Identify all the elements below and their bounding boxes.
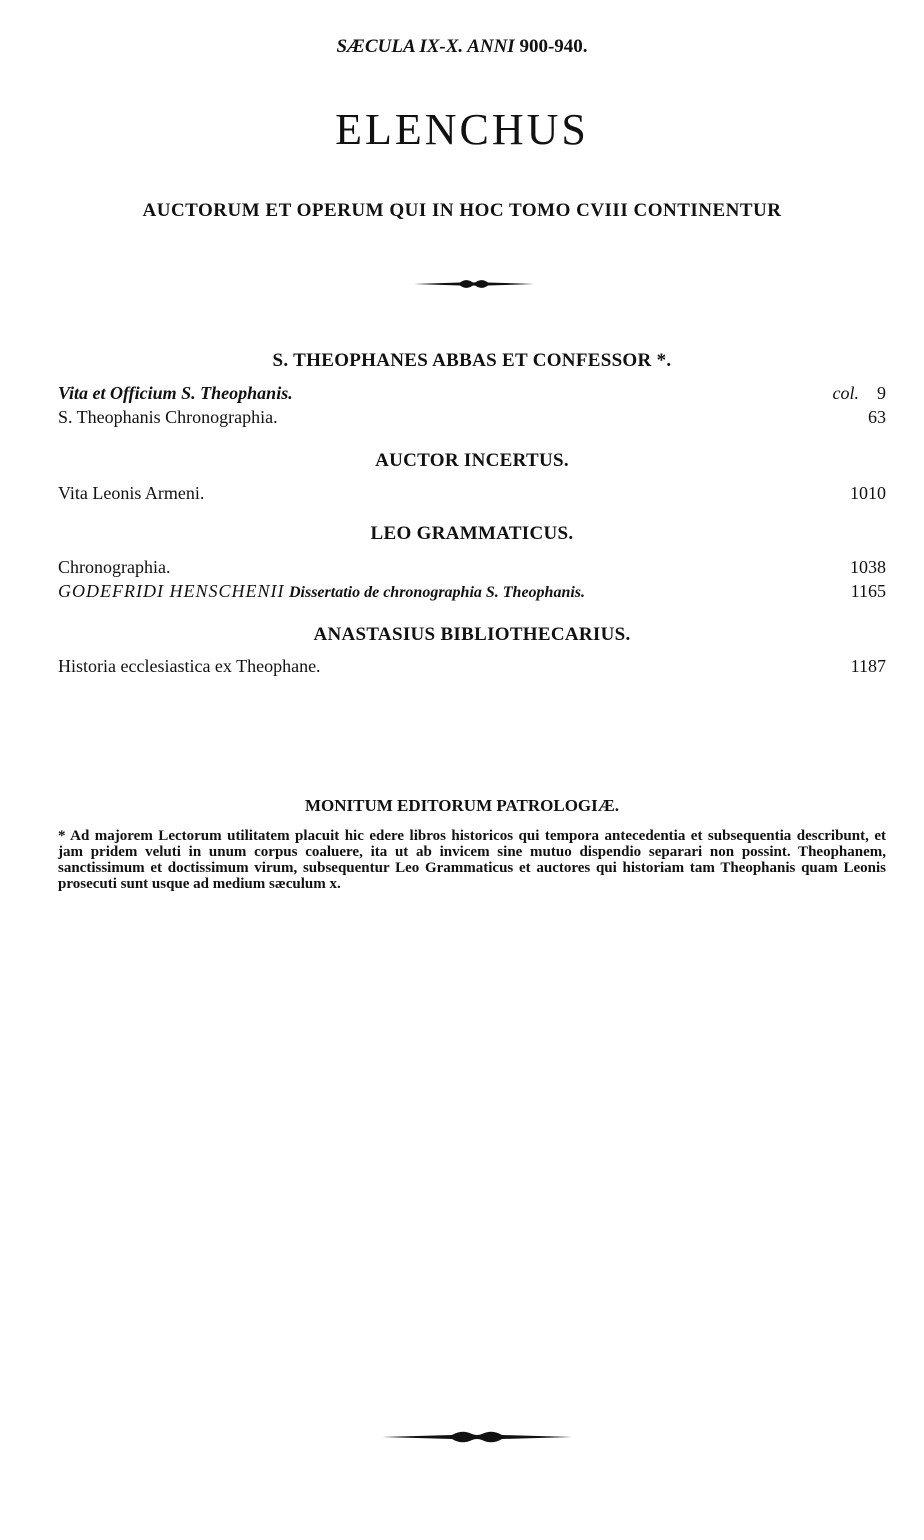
entry-column (833, 381, 887, 405)
toc-entry (58, 555, 886, 579)
page-title: ELENCHUS (335, 105, 589, 154)
section-heading-auctor-incertus: AUCTOR INCERTUS. (375, 450, 569, 471)
entry-work: Dissertatio de chronographia S. Theophanis. (288, 584, 586, 601)
entry-number: 1165 (850, 581, 886, 601)
toc-entry (58, 654, 886, 678)
entry-number: 1187 (850, 656, 886, 676)
entry-title (58, 579, 585, 605)
entry-title: Vita et Officium S. Theophanis. (58, 383, 293, 403)
running-head-label: SÆCULA IX-X. ANNI (336, 36, 515, 57)
entry-number: 1010 (850, 483, 886, 503)
toc-entry (58, 405, 886, 429)
page-subtitle: AUCTORUM ET OPERUM QUI IN HOC TOMO CVIII CONTINENTUR (142, 200, 782, 221)
section-heading-theophanes: S. THEOPHANES ABBAS ET CONFESSOR *. (272, 350, 672, 371)
toc-entry (58, 579, 886, 603)
section-heading-leo-grammaticus: LEO GRAMMATICUS. (370, 523, 574, 544)
toc-entry (58, 381, 886, 405)
monitum-text: * Ad majorem Lectorum utilitatem placuit hic edere libros historicos qui tempora antecedentia et subsequentia describunt, et jam pridem veluti in unum corpus coaluere, ita ut ab invicem sine mutuo dispendio separari non possint. Theophanem, sanctissimum et doctissimum virum, subsequentur Leo Grammaticus et auctores qui historiam tam Theophanis quam Leonis prosecuti sunt usque ad medium sæculum x. (58, 828, 886, 892)
entry-number: 1038 (850, 557, 886, 577)
entry-number: 63 (868, 407, 886, 427)
monitum-heading: MONITUM EDITORUM PATROLOGIÆ. (304, 796, 620, 815)
entry-title: Chronographia. (58, 557, 171, 577)
toc-entry (58, 481, 886, 505)
col-label: col. (832, 383, 859, 403)
entry-title: Historia ecclesiastica ex Theophane. (58, 656, 321, 676)
entry-number: 9 (877, 383, 886, 403)
running-head-years: 900-940. (519, 36, 588, 57)
ornament-rule-icon (414, 276, 534, 292)
section-heading-anastasius: ANASTASIUS BIBLIOTHECARIUS. (313, 624, 631, 645)
entry-title: Vita Leonis Armeni. (58, 483, 205, 503)
entry-author: GODEFRIDI HENSCHENII (58, 581, 285, 601)
running-head (0, 36, 924, 58)
entry-title: S. Theophanis Chronographia. (58, 407, 278, 427)
ornament-rule-icon (382, 1426, 572, 1448)
